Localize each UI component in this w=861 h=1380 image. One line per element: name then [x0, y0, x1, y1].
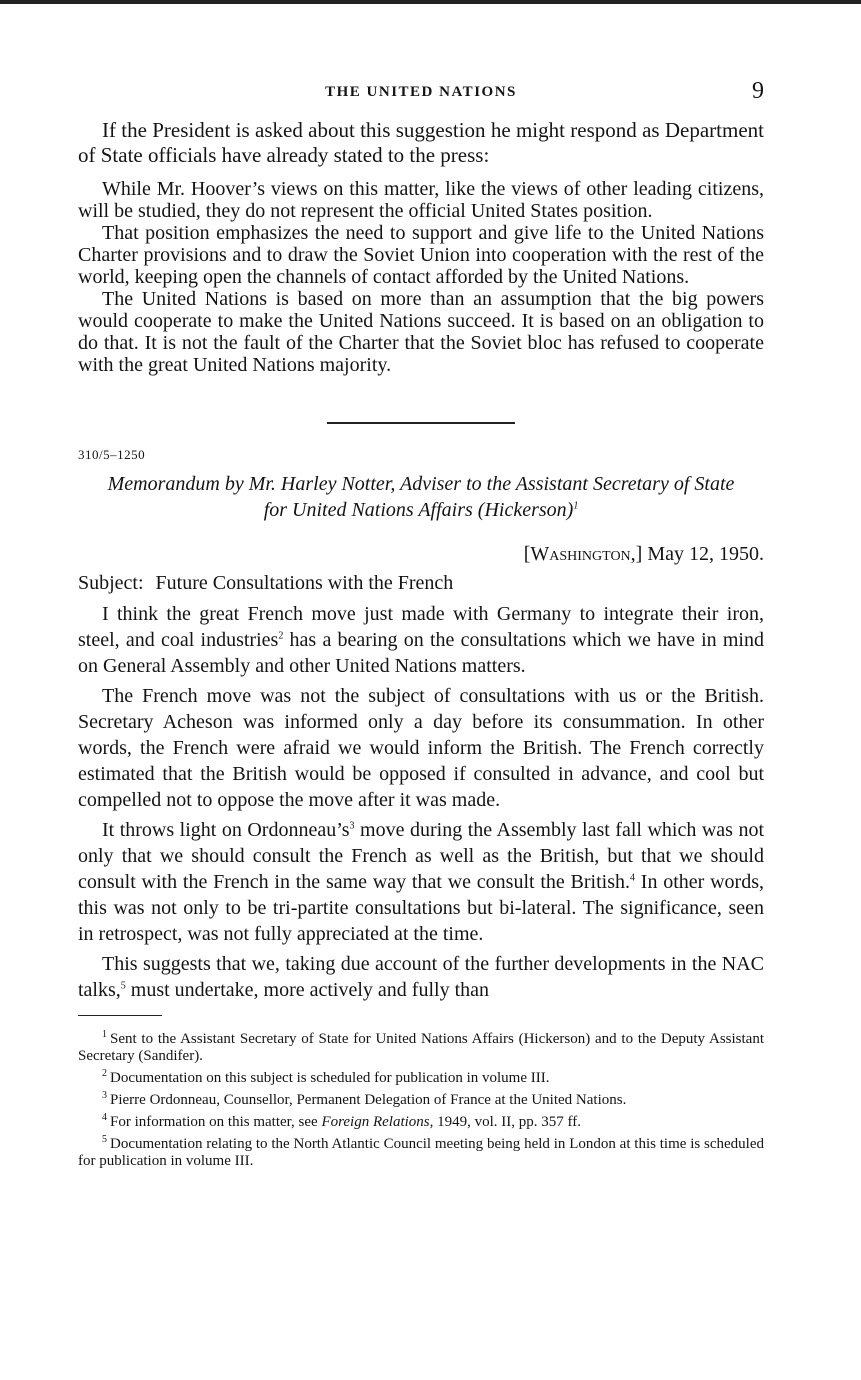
quote-paragraph: That position emphasizes the need to support and give life to the United Nations Charter provisions and to draw the Soviet Union into cooperation with the rest of the world, keeping open the channels of contact afforded by the United Nations.	[78, 222, 764, 288]
page-number: 9	[752, 78, 764, 104]
quote-paragraph: While Mr. Hoover’s views on this matter, like the views of other leading citizens, will be studied, they do not represent the official United States position.	[78, 178, 764, 222]
footnote	[78, 1065, 764, 1087]
footnote-ref: 2	[278, 630, 284, 642]
memo-text: move during the Assembly last fall which was not only that we should consult the French as well as the British, but that we should consult with the French in the same way that we consult the British.	[78, 819, 764, 893]
dateline	[78, 541, 764, 567]
memo-text: In other words, this was not only to be tri-partite consultations but bi-lateral. The significance, seen in retrospect, was not fully appreciated at the time.	[78, 871, 764, 945]
document-page	[78, 78, 764, 1170]
scan-top-border	[0, 0, 861, 4]
footnote	[78, 1026, 764, 1065]
memo-title-text: Memorandum by Mr. Harley Notter, Adviser to the Assistant Secretary of State for United Nations Affairs (Hickerson)	[107, 473, 735, 521]
footnote-number: 5	[102, 1134, 107, 1145]
memo-paragraph	[78, 817, 764, 947]
memo-paragraph	[78, 601, 764, 679]
footnote-citation: Foreign Relations,	[321, 1114, 434, 1130]
footnote	[78, 1131, 764, 1170]
memo-paragraph	[78, 951, 764, 1003]
memo-text: This suggests that we, taking due account of the further developments in the NAC talks,	[78, 953, 764, 1001]
subject-label: Subject:	[78, 572, 144, 594]
dateline-date: May 12, 1950.	[647, 543, 764, 565]
memo-text: has a bearing on the consultations which we have in mind on General Assembly and other United Nations matters.	[78, 629, 764, 677]
press-statement-quote	[78, 178, 764, 376]
footnote-text: Documentation relating to the North Atlantic Council meeting being held in London at this time is scheduled for publication in volume III.	[78, 1136, 764, 1169]
subject-line	[78, 569, 764, 597]
running-title: THE UNITED NATIONS	[325, 84, 517, 100]
footnote-text: Pierre Ordonneau, Counsellor, Permanent Delegation of France at the United Nations.	[110, 1092, 627, 1108]
section-divider	[327, 422, 515, 424]
subject-text: Future Consultations with the French	[155, 572, 454, 594]
footnote-text: For information on this matter, see	[110, 1114, 322, 1130]
running-header	[78, 78, 764, 118]
memo-body	[78, 601, 764, 1003]
memo-title	[78, 471, 764, 523]
footnote-number: 1	[102, 1029, 107, 1040]
memo-text: I think the great French move just made with Germany to integrate their iron, steel, and coal industries	[78, 603, 764, 651]
dateline-place: [Washington,]	[523, 543, 643, 565]
footnote-ref: 3	[349, 820, 355, 832]
memo-text: It throws light on Ordonneau’s	[102, 819, 350, 841]
footnote-divider	[78, 1015, 162, 1016]
memo-text: must undertake, more actively and fully than	[125, 979, 490, 1001]
footnote	[78, 1087, 764, 1109]
footnote-number: 2	[102, 1068, 107, 1079]
quote-paragraph: The United Nations is based on more than an assumption that the big powers would cooperate to make the United Nations succeed. It is based on an obligation to do that. It is not the fault of the Charter that the Soviet bloc has refused to cooperate with the great United Nations majority.	[78, 288, 764, 376]
footnote-text: 1949, vol. II, pp. 357 ff.	[433, 1114, 582, 1130]
footnote-ref: 4	[630, 872, 636, 884]
memo-paragraph: The French move was not the subject of consultations with us or the British. Secretary Acheson was informed only a day before its consummation. In other words, the French were afraid we would inform the British. The French correctly estimated that the British would be opposed if consulted in advance, and cool but compelled not to oppose the move after it was made.	[78, 685, 764, 811]
footnote-number: 3	[102, 1090, 107, 1101]
footnote-ref: 1	[573, 500, 579, 512]
intro-paragraph: If the President is asked about this suggestion he might respond as Department of State officials have already stated to the press:	[78, 118, 764, 167]
footnote-text: Documentation on this subject is scheduled for publication in volume III.	[110, 1070, 550, 1086]
footnote-text: Sent to the Assistant Secretary of State for United Nations Affairs (Hickerson) and to the Deputy Assistant Secretary (Sandifer).	[78, 1031, 764, 1064]
footnote-number: 4	[102, 1112, 107, 1123]
file-reference: 310/5–1250	[78, 447, 146, 462]
footnotes	[78, 1026, 764, 1170]
footnote	[78, 1109, 764, 1131]
footnote-ref: 5	[120, 980, 126, 992]
